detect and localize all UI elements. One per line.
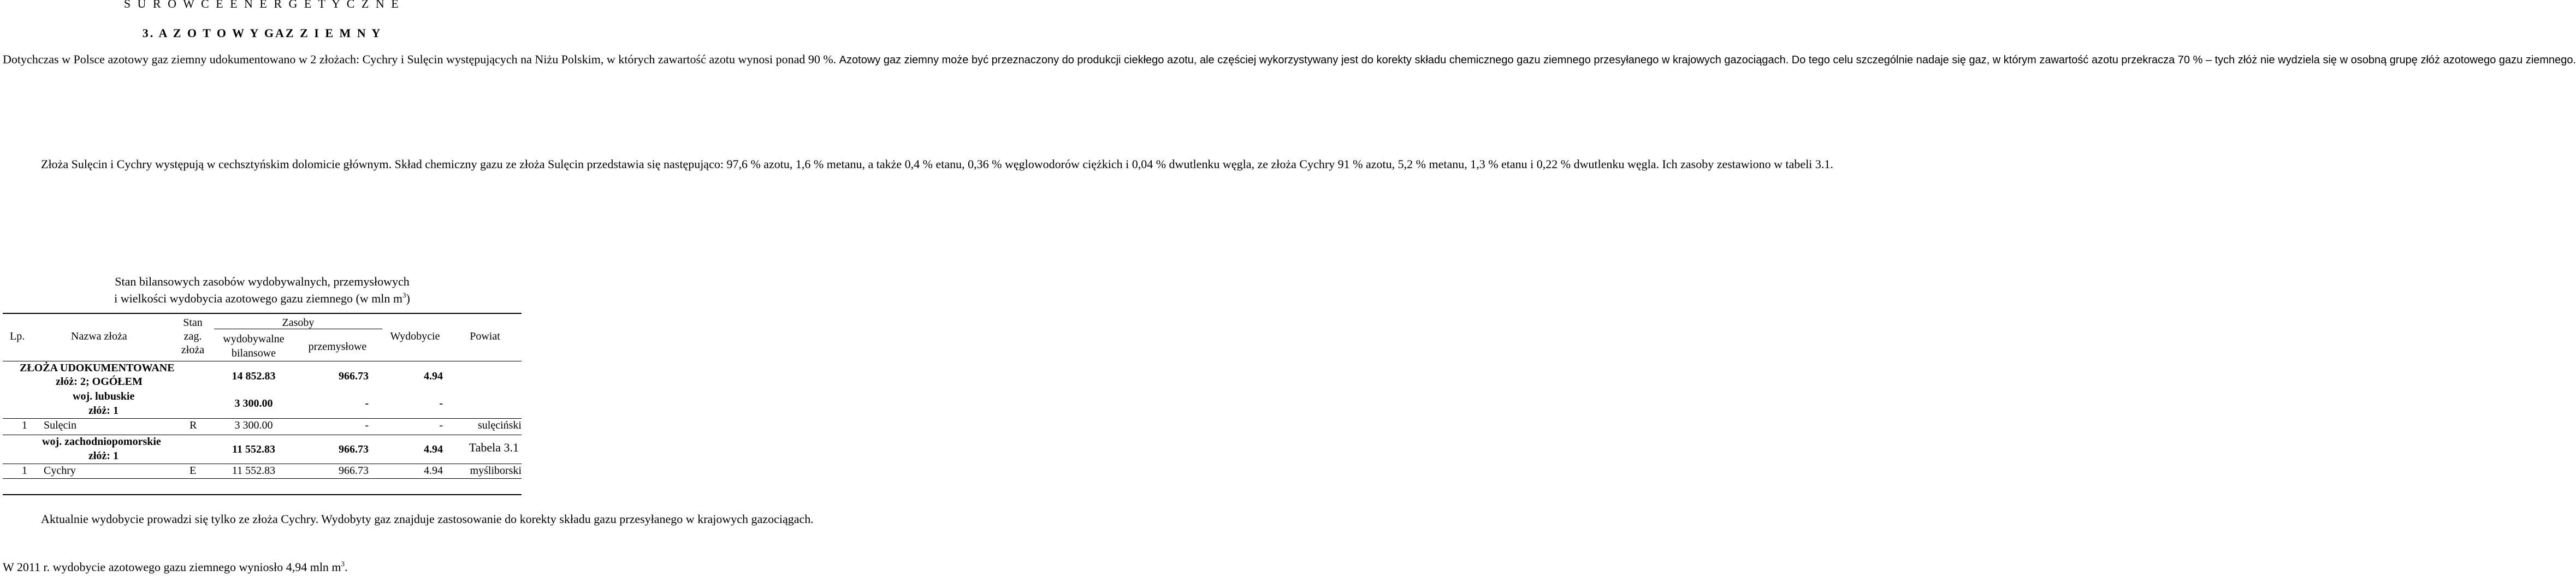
table-row-cychry-lp: 1 bbox=[22, 465, 27, 477]
header-bilansowe: bilansowe bbox=[231, 347, 276, 359]
table-row-sulecin-wydobycie: - bbox=[439, 419, 443, 431]
summary-label-2: złóż: 2; OGÓŁEM bbox=[56, 376, 143, 388]
group-zachodniopomorskie-wydobycie: 4.94 bbox=[424, 443, 443, 455]
summary-wydobycie: 4.94 bbox=[424, 370, 443, 382]
paragraph-3 bbox=[3, 510, 814, 528]
group-lubuskie-wydobycie: - bbox=[439, 397, 443, 409]
header-lp: Lp. bbox=[10, 330, 25, 342]
paragraph-3-text: Aktualnie wydobycie prowadzi się tylko ze złoża Cychry. Wydobyty gaz znajduje zastosowanie do korekty składu gazu przesyłanego w krajowych gazociągach. bbox=[41, 512, 814, 526]
paragraph-1 bbox=[3, 51, 2576, 69]
header-stan-2: zag. bbox=[183, 330, 202, 342]
table-row-cychry-stan: E bbox=[190, 465, 197, 477]
group-lubuskie-przem: - bbox=[365, 397, 369, 409]
table-row-sulecin-przem: - bbox=[365, 419, 369, 431]
table-caption-line-1: Stan bilansowych zasobów wydobywalnych, przemysłowych bbox=[115, 275, 410, 288]
group-lubuskie-label-1: woj. lubuskie bbox=[73, 390, 135, 402]
group-zachodniopomorskie-label-1: woj. zachodniopomorskie bbox=[42, 436, 161, 448]
paragraph-4-superscript: 3 bbox=[341, 560, 345, 568]
table-row-cychry-przem: 966.73 bbox=[339, 465, 369, 477]
chapter-title: 3. A Z O T O W Y GAZ Z I E M N Y bbox=[142, 26, 382, 40]
header-wydobywalne: wydobywalne bbox=[223, 333, 285, 345]
paragraph-1-part-2: Azotowy gaz ziemny może być przeznaczony do produkcji ciekłego azotu, ale częściej wykorzystywany jest do korekty składu chemicznego gazu ziemnego przesyłanego w krajowych gazociągach. bbox=[839, 54, 1789, 66]
page-header: S U R O W C E E N E R G E T Y C Z N E bbox=[123, 0, 401, 10]
table-row-sulecin-wyd-bil: 3 300.00 bbox=[234, 419, 273, 431]
header-wydobycie: Wydobycie bbox=[390, 330, 440, 342]
paragraph-1-part-3: Do tego celu szczególnie nadaje się gaz, w którym zawartość azotu przekracza 70 % – tych złóż nie wydziela się w osobną grupę złóż azotowego gazu ziemnego. bbox=[1791, 54, 2576, 66]
caption-close: ) bbox=[406, 292, 410, 305]
summary-przem: 966.73 bbox=[339, 370, 369, 382]
row-divider-4 bbox=[3, 478, 522, 479]
group-zachodniopomorskie-wyd-bil: 11 552.83 bbox=[232, 443, 275, 455]
table-reference: Tabela 3.1 bbox=[469, 441, 519, 454]
table-row-sulecin-name: Sulęcin bbox=[44, 419, 76, 431]
table-row-cychry-wydobycie: 4.94 bbox=[424, 465, 443, 477]
header-stan-3: złoża bbox=[181, 344, 205, 356]
table-row-sulecin-lp: 1 bbox=[22, 419, 27, 431]
header-zasoby: Zasoby bbox=[282, 317, 315, 329]
table-caption-line-2 bbox=[0, 291, 524, 306]
header-przemyslowe: przemysłowe bbox=[308, 341, 367, 353]
paragraph-4-end: . bbox=[345, 560, 348, 574]
paragraph-4 bbox=[3, 555, 522, 576]
table-row-cychry-powiat: myśliborski bbox=[470, 465, 522, 477]
header-powiat: Powiat bbox=[470, 330, 500, 342]
group-lubuskie-wyd-bil: 3 300.00 bbox=[234, 397, 273, 409]
header-stan-1: Stan bbox=[183, 317, 203, 329]
paragraph-1-part-1: Dotychczas w Polsce azotowy gaz ziemny udokumentowano w 2 złożach: Cychry i Sulęcin występujących na Niżu Polskim, w których zawartość azotu wynosi ponad 90 %. bbox=[3, 52, 837, 66]
table-border-top bbox=[3, 313, 522, 314]
group-lubuskie-label-2: złóż: 1 bbox=[88, 405, 119, 417]
summary-wyd-bil: 14 852.83 bbox=[232, 370, 276, 382]
caption-superscript: 3 bbox=[402, 291, 406, 299]
paragraph-2-text: Złoża Sulęcin i Cychry występują w cechsztyńskim dolomicie głównym. Skład chemiczny gazu ze złoża Sulęcin przedstawia się następująco: 97,6 % azotu, 1,6 % metanu, a także 0,4 % etanu, 0,36 % węglowodorów ciężkich i 0,04 % dwutlenku węgla, ze złoża Cychry 91 % azotu, 5,2 % metanu, 1,3 % etanu i 0,22 % dwutlenku węgla. Ich zasoby zestawiono w tabeli 3.1. bbox=[41, 157, 1833, 171]
paragraph-4-text: W 2011 r. wydobycie azotowego gazu ziemnego wyniosło 4,94 mln m bbox=[3, 560, 341, 574]
table-row-cychry-name: Cychry bbox=[44, 465, 76, 477]
caption-text: i wielkości wydobycia azotowego gazu ziemnego (w mln m bbox=[114, 292, 403, 305]
row-divider-1 bbox=[3, 418, 522, 419]
table-border-bottom bbox=[3, 494, 522, 495]
summary-label-1: ZŁOŻA UDOKUMENTOWANE bbox=[20, 362, 175, 374]
header-name: Nazwa złoża bbox=[71, 330, 127, 342]
group-zachodniopomorskie-label-2: złóż: 1 bbox=[88, 450, 119, 462]
table-row-cychry-wyd-bil: 11 552.83 bbox=[232, 465, 276, 477]
group-zachodniopomorskie-przem: 966.73 bbox=[339, 443, 369, 455]
table-row-sulecin-stan: R bbox=[190, 419, 197, 431]
paragraph-2 bbox=[3, 156, 1833, 173]
table-row-sulecin-powiat: sulęciński bbox=[478, 419, 522, 431]
